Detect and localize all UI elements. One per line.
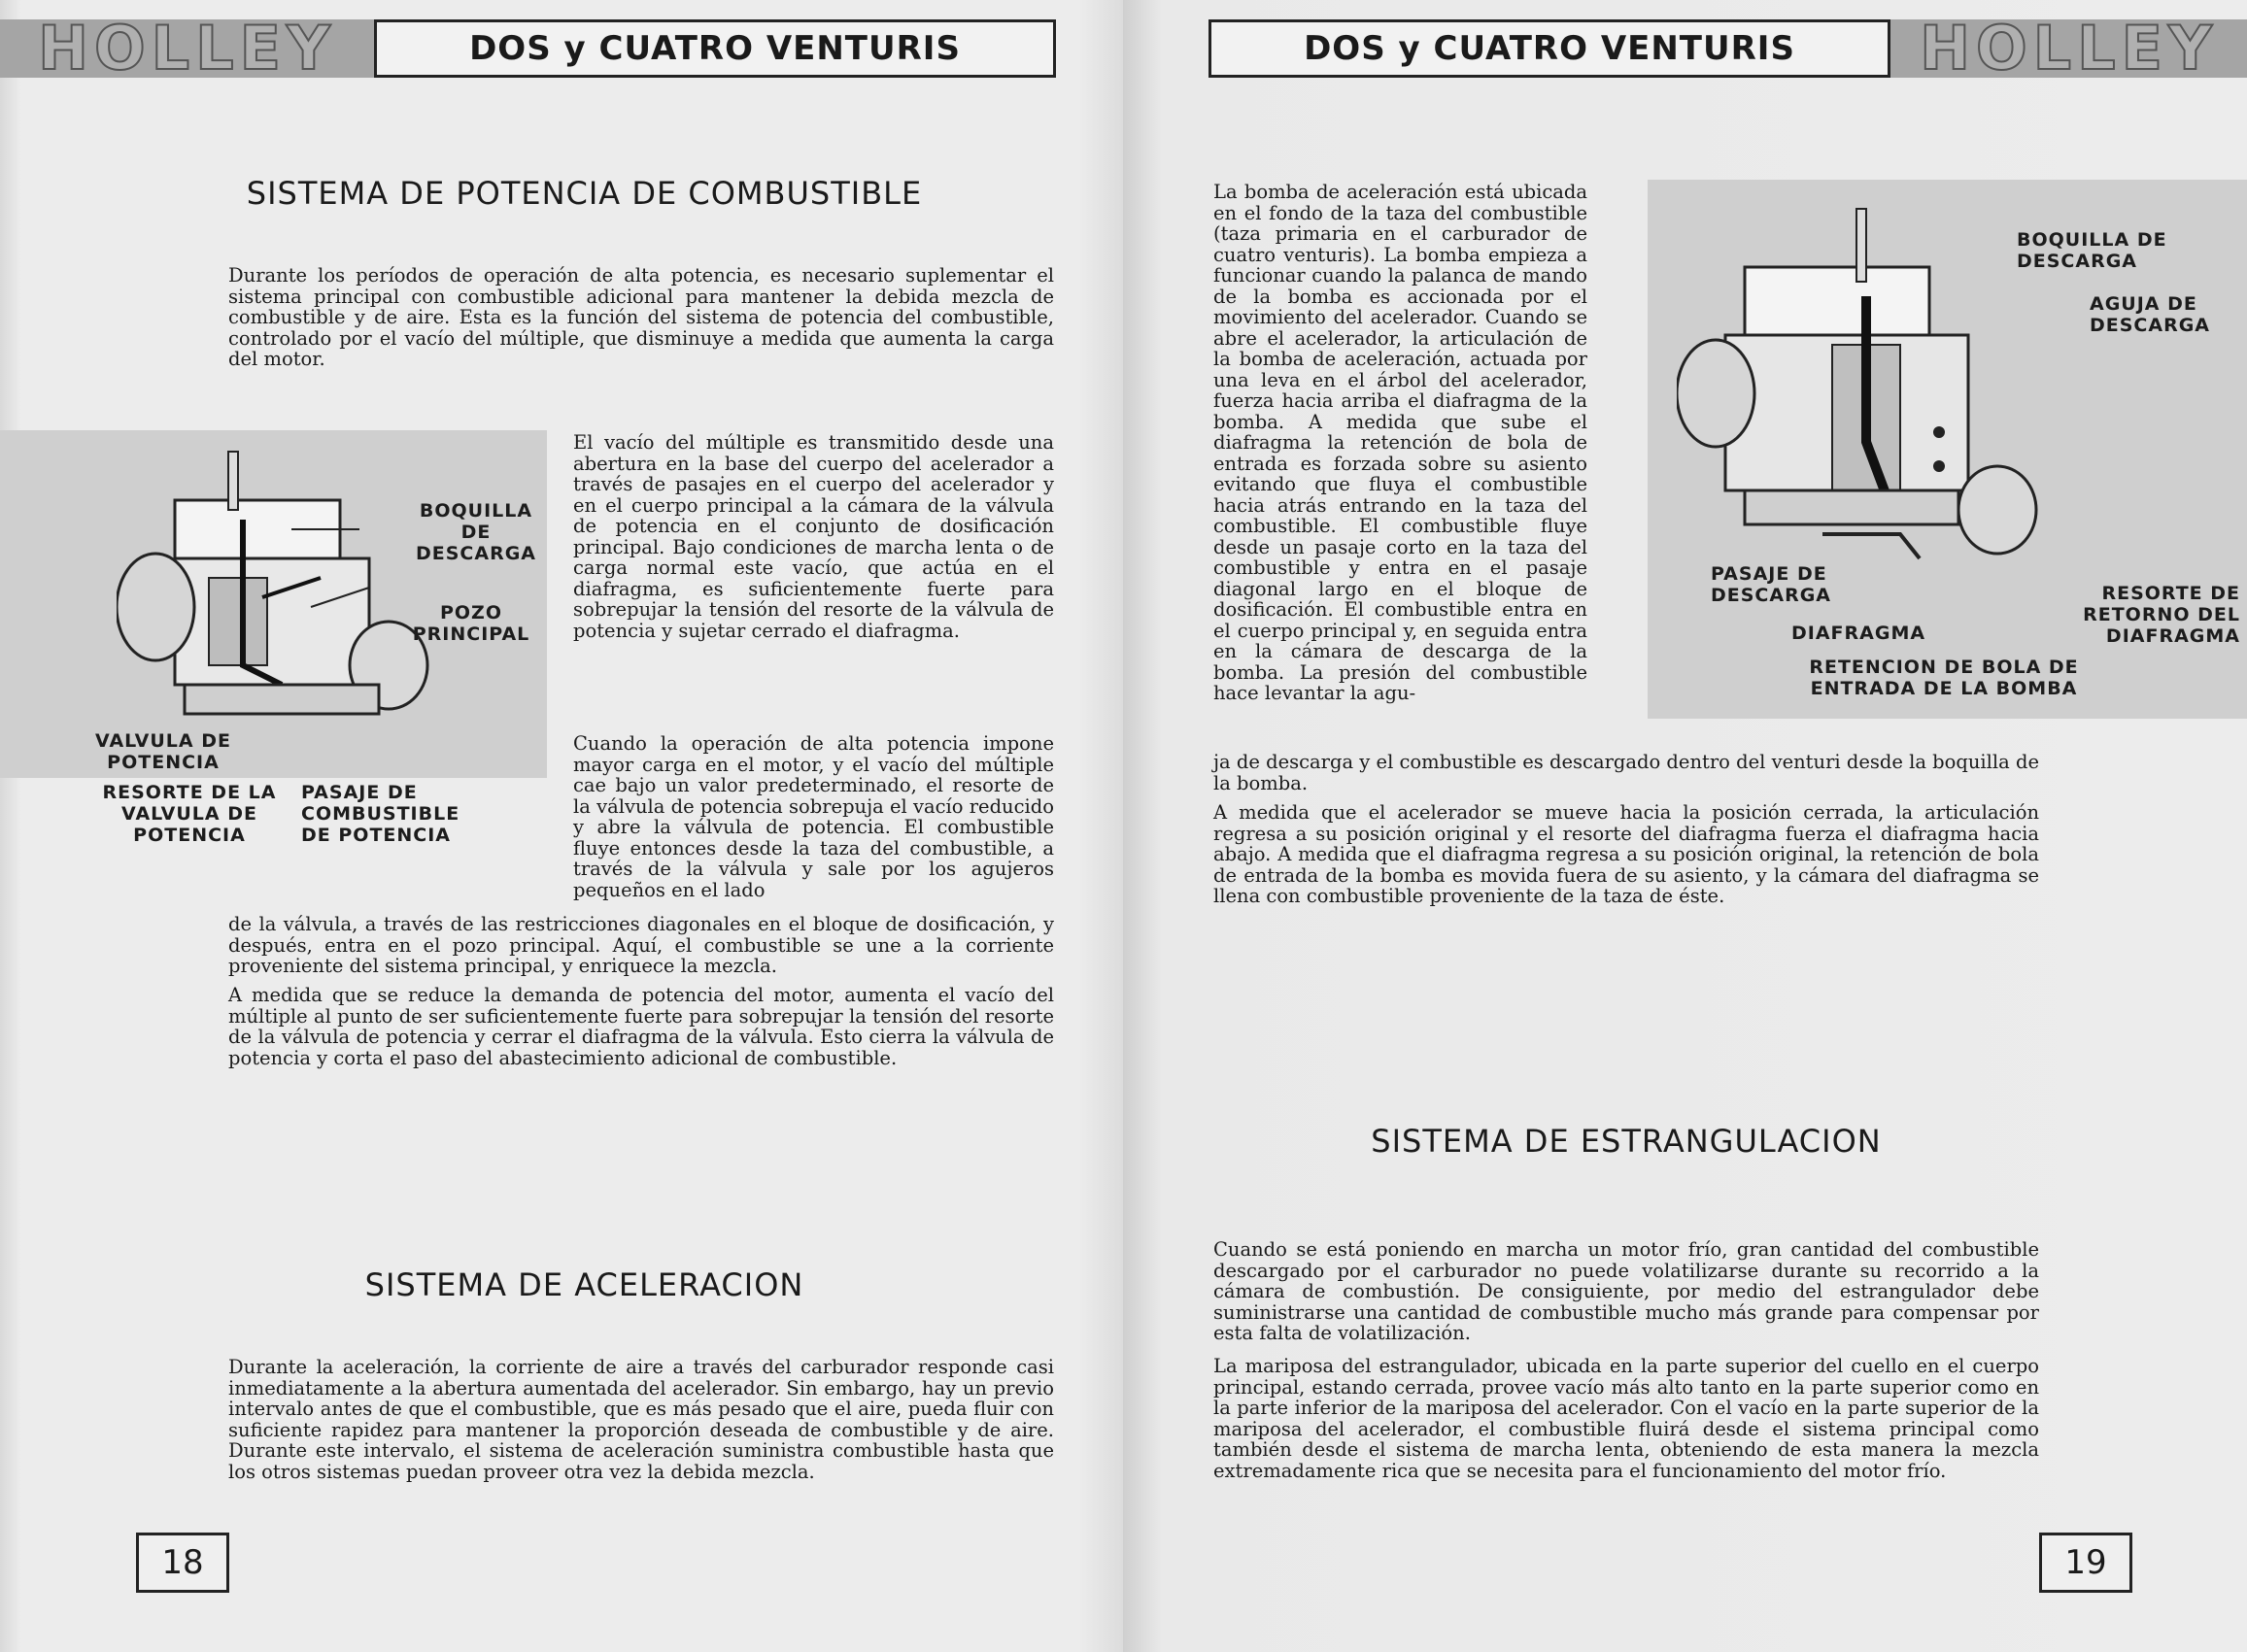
running-header-left: DOS y CUATRO VENTURIS — [374, 19, 1056, 78]
paragraph-acelerador-cerrado: A medida que el acelerador se mueve hacia la posición cerrada, la articulación regresa a su posición original y el resorte del diafragma fuerza el diafragma hacia abajo. A medida que el diafragma regresa a su posición original, la retención de bola de entrada de la bomba es movida fuera de su asiento, y la cámara del diafragma se llena con combustible proveniente de la taza de éste. — [1213, 801, 2039, 907]
section-title-potencia: SISTEMA DE POTENCIA DE COMBUSTIBLE — [246, 175, 923, 212]
paragraph-bomba-aceleracion: La bomba de aceleración está ubicada en el fondo de la taza del combustible (taza primaria en el carburador de cuatro venturis). La bomba empieza a funcionar cuando la palanca de mando de la bomba es accionada por el movimiento del acelerador. Cuando se abre el acelerador, la articulación de la bomba de aceleración, actuada por una leva en el árbol del acelerador, fuerza hacia arriba el diafragma de la bomba. A medida que sube el diafragma la retención de bola de entrada es forzada sobre su asiento evitando que fluya el combustible hacia atrás entrando en la taza del combustible. El combustible fluye desde un pasaje corto en la taza del combustible y entra en el pasaje diagonal largo en el bloque de dosificación. El combustible entra en el cuerpo principal y, en seguida entra en la cámara de descarga de la bomba. La presión del combustible hace levantar la agu- — [1213, 181, 1587, 704]
page-number-left: 18 — [136, 1533, 229, 1593]
paragraph-aceleracion: Durante la aceleración, la corriente de aire a través del carburador responde casi inmediatamente a la abertura aumentada del acelerador. Sin embargo, hay un previo intervalo antes de que el combustible, que es más pesado que el aire, pueda fluir con suficiente rapidez para mantener la proporción deseada de combustible y de aire. Durante este intervalo, el sistema de aceleración suministra combustible hasta que los otros sistemas puedan proveer otra vez la debida mezcla. — [228, 1356, 1054, 1483]
label-pasaje-combustible: PASAJE DE COMBUSTIBLE DE POTENCIA — [301, 782, 460, 846]
paragraph-alta-potencia-cont: de la válvula, a través de las restricciones diagonales en el bloque de dosificación, y después, entra en el pozo principal. Aquí, el combustible se une a la corriente proveniente del sistema principal, y enriquece la mezcla. — [228, 913, 1054, 977]
label-pozo-principal: POZO PRINCIPAL — [412, 602, 530, 645]
label-diafragma: DIAFRAGMA — [1791, 623, 1926, 644]
paragraph-motor-frio: Cuando se está poniendo en marcha un motor frío, gran cantidad del combustible descargado por el carburador no puede volatilizarse durante su recorrido a la cámara de combustión. De consiguiente, por medio del estrangulador debe suministrarse una cantidad de combustible mucho más grande para compensar por esta falta de volatilización. — [1213, 1238, 2039, 1344]
carburetor-illustration-right — [1677, 199, 2046, 607]
label-boquilla-de-descarga-left: BOQUILLA DE DESCARGA — [415, 500, 536, 564]
paragraph-mariposa: La mariposa del estrangulador, ubicada en la parte superior del cuello en el cuerpo principal, estando cerrada, provee vacío más alto tanto en la parte superior como en la parte inferior de la mariposa del acelerador. Con el vacío en la parte superior de la mariposa del acelerador, el combustible fluirá desde el sistema principal como también desde el sistema de marcha lenta, obteniendo de esta manera la mezcla extremadamente rica que se necesita para el funcionamiento del motor frío. — [1213, 1355, 2039, 1482]
section-title-aceleracion: SISTEMA DE ACELERACION — [364, 1266, 804, 1303]
label-valvula-de-potencia: VALVULA DE POTENCIA — [95, 730, 231, 773]
paragraph-potencia-intro: Durante los períodos de operación de alta potencia, es necesario suplementar el sistema principal con combustible adicional para mantener la debida mezcla de combustible y de aire. Esta es la función del sistema de potencia del combustible, controlado por el vacío del múltiple, que disminuye a medida que aumenta la carga del motor. — [228, 264, 1054, 370]
paragraph-alta-potencia: Cuando la operación de alta potencia impone mayor carga en el motor, y el vacío del múltiple cae bajo un valor predeterminado, el resorte de la válvula de potencia sobrepuja el vacío reducido y abre la válvula de potencia. El combustible fluye entonces desde la taza del combustible, a través de la válvula y sale por los agujeros pequeños en el lado — [573, 732, 1054, 901]
section-title-estrangulacion: SISTEMA DE ESTRANGULACION — [1371, 1123, 1882, 1160]
label-aguja-de-descarga: AGUJA DE DESCARGA — [2090, 293, 2211, 336]
label-boquilla-de-descarga-right: BOQUILLA DE DESCARGA — [2017, 229, 2167, 272]
label-resorte-valvula: RESORTE DE LA VALVULA DE POTENCIA — [102, 782, 277, 846]
paragraph-vacio-multiple: El vacío del múltiple es transmitido desde una abertura en la base del cuerpo del acelerador a través de pasajes en el cuerpo del acelerador y en el cuerpo principal a la cámara de la válvula de potencia en el conjunto de dosificación principal. Bajo condiciones de marcha lenta o de carga normal este vacío, que actúa en el diafragma, es suficientemente fuerte para sobrepujar la tensión del resorte de la válvula de potencia y sujetar cerrado el diafragma. — [573, 431, 1054, 642]
label-pasaje-de-descarga: PASAJE DE DESCARGA — [1711, 563, 1832, 606]
right-page — [1123, 0, 2247, 1652]
paragraph-bomba-cont: ja de descarga y el combustible es descargado dentro del venturi desde la boquilla de la bomba. — [1213, 751, 2039, 794]
carburetor-illustration-left — [117, 442, 437, 762]
brand-logo-left: HOLLEY — [0, 19, 374, 78]
page-number-right: 19 — [2039, 1533, 2132, 1593]
running-header-right: DOS y CUATRO VENTURIS — [1209, 19, 1890, 78]
label-resorte-de-retorno: RESORTE DE RETORNO DEL DIAFRAGMA — [2083, 583, 2240, 647]
label-retencion-de-bola: RETENCION DE BOLA DE ENTRADA DE LA BOMBA — [1809, 657, 2079, 699]
brand-logo-right: HOLLEY — [1890, 19, 2247, 78]
paragraph-reduce-demanda: A medida que se reduce la demanda de potencia del motor, aumenta el vacío del múltiple al punto de ser suficientemente fuerte para sobrepujar la tensión del resorte de la válvula de potencia y cerrar el diafragma de la válvula. Esto cierra la válvula de potencia y corta el paso del abastecimiento adicional de combustible. — [228, 984, 1054, 1069]
left-page — [0, 0, 1123, 1652]
